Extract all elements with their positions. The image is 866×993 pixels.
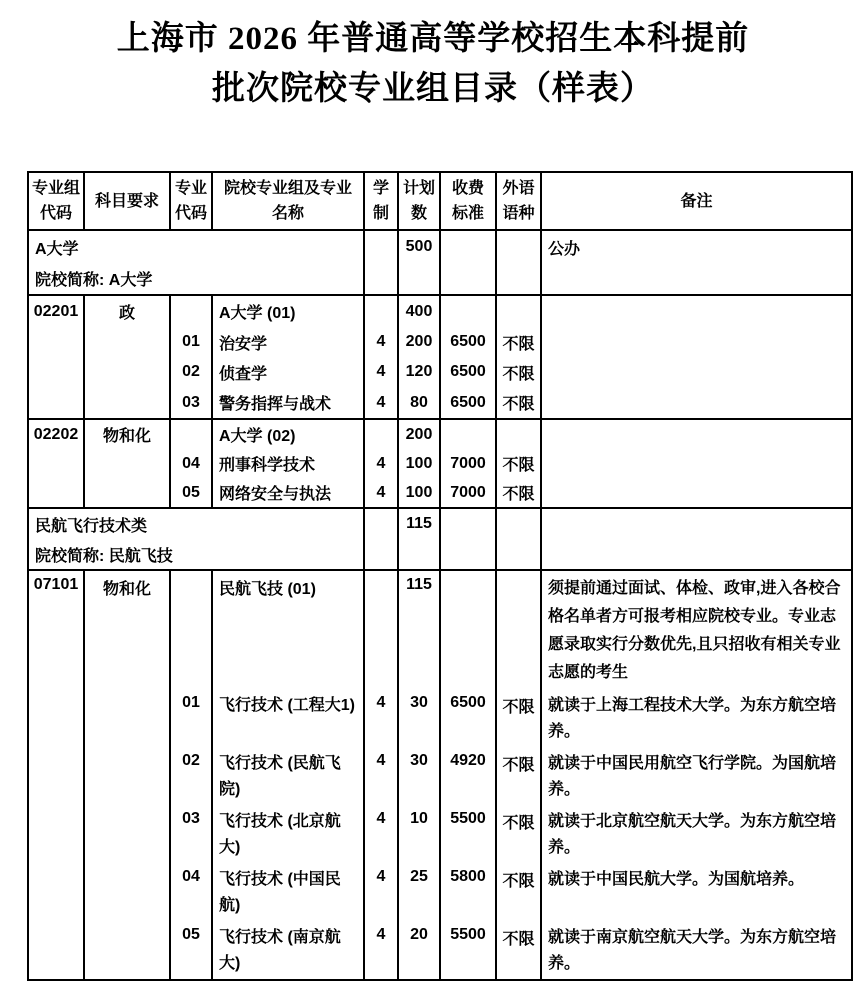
col-header-group-code-line2: 代码: [39, 205, 72, 222]
major-code: 02: [182, 752, 200, 769]
major-fee: 6500: [450, 393, 486, 411]
group-plan: 200: [405, 425, 433, 443]
group-02201-row: [28, 295, 852, 419]
major-code: 01: [182, 694, 200, 711]
major-lang: 不限: [502, 365, 535, 383]
empty-cell: [496, 508, 541, 570]
group-02202-major-codes-cell: [170, 419, 212, 508]
empty-cell: [364, 230, 398, 295]
major-lang: 不限: [502, 757, 535, 774]
group-07101-subjects-cell: [84, 570, 170, 980]
col-header-remark-label: 备注: [680, 192, 713, 210]
subject-requirement: 物和化: [102, 428, 151, 445]
major-years: 4: [376, 454, 386, 472]
university-a-plan: 500: [405, 238, 433, 255]
major-years: 4: [376, 868, 386, 885]
group-plan: 115: [406, 576, 432, 593]
col-header-name: [212, 172, 364, 230]
col-header-lang: [496, 172, 541, 230]
major-code: 04: [182, 868, 200, 885]
empty-cell: [541, 508, 852, 570]
group-02201-fees-cell: [440, 295, 496, 419]
catalog-table: [27, 171, 853, 981]
col-header-plan: [398, 172, 440, 230]
major-years: 4: [376, 752, 386, 769]
col-header-major-code-line1: 专业: [174, 180, 207, 197]
major-name: 网络安全与执法: [219, 486, 332, 503]
major-name: 飞行技术 (民航飞院): [219, 755, 341, 798]
major-code: 02: [182, 363, 200, 380]
group-07101-langs-cell: [496, 570, 541, 980]
major-code: 03: [182, 393, 200, 411]
group-02202-row: [28, 419, 852, 508]
group-02202-years-cell: [364, 419, 398, 508]
major-remark: 就读于中国民用航空飞行学院。为国航培养。: [548, 755, 837, 798]
major-plan: 100: [405, 483, 433, 501]
col-header-lang-line2: 语种: [502, 205, 535, 222]
group-02201-names-cell: [212, 295, 364, 419]
major-fee: 4920: [450, 752, 486, 769]
col-header-lang-line1: 外语: [502, 180, 535, 197]
group-02202-code-cell: [28, 419, 84, 508]
major-lang: 不限: [502, 335, 535, 353]
major-years: 4: [376, 363, 386, 380]
major-plan: 120: [405, 363, 433, 380]
major-fee: 6500: [450, 694, 486, 711]
col-header-plan-line2: 数: [410, 205, 427, 222]
major-remark: 就读于上海工程技术大学。为东方航空培养。: [548, 697, 837, 740]
major-plan: 10: [410, 810, 428, 827]
group-07101-years-cell: [364, 570, 398, 980]
university-a-remark-cell: [541, 230, 852, 295]
col-header-fee-line1: 收费: [451, 180, 484, 197]
major-years: 4: [376, 393, 386, 411]
col-header-fee-line2: 标准: [451, 205, 484, 222]
subject-requirement: 政: [118, 305, 135, 322]
major-fee: 5500: [450, 810, 486, 827]
university-a-row: [28, 230, 852, 295]
major-code: 05: [182, 483, 200, 501]
university-b-name-cell: [28, 508, 364, 570]
major-code: 01: [182, 333, 200, 350]
col-header-major-code: [170, 172, 212, 230]
major-plan: 30: [410, 694, 428, 711]
col-header-years-line2: 制: [372, 205, 389, 222]
col-header-years-line1: 学: [372, 180, 389, 197]
major-lang: 不限: [502, 931, 535, 948]
group-07101-names-cell: [212, 570, 364, 980]
major-name: 飞行技术 (工程大1): [219, 697, 356, 714]
major-lang: 不限: [502, 457, 535, 474]
major-plan: 30: [410, 752, 428, 769]
major-code: 05: [182, 926, 200, 943]
empty-cell: [440, 230, 496, 295]
university-b-row: [28, 508, 852, 570]
major-lang: 不限: [502, 486, 535, 503]
group-02202-subjects-cell: [84, 419, 170, 508]
group-07101-fees-cell: [440, 570, 496, 980]
major-lang: 不限: [502, 396, 535, 413]
university-b-plan-cell: [398, 508, 440, 570]
col-header-group-code-line1: 专业组: [31, 180, 80, 197]
major-remark: 就读于北京航空航天大学。为东方航空培养。: [548, 813, 837, 856]
major-years: 4: [376, 810, 386, 827]
major-lang: 不限: [502, 815, 535, 832]
group-name: 民航飞技 (01): [219, 581, 316, 598]
subject-requirement: 物和化: [102, 581, 151, 598]
group-02202-names-cell: [212, 419, 364, 508]
major-fee: 5500: [450, 926, 486, 943]
group-name: A大学 (02): [219, 428, 296, 445]
page-title-line-1: 上海市 2026 年普通高等学校招生本科提前: [116, 21, 750, 57]
major-lang: 不限: [502, 873, 535, 890]
group-02202-fees-cell: [440, 419, 496, 508]
university-a-name: A大学: [35, 240, 79, 258]
group-02201-code-cell: [28, 295, 84, 419]
group-02201-years-cell: [364, 295, 398, 419]
major-lang: 不限: [502, 699, 535, 716]
col-header-name-line2: 名称: [271, 205, 304, 222]
major-fee: 7000: [450, 454, 486, 472]
empty-cell: [496, 230, 541, 295]
page-title: [0, 14, 866, 114]
group-07101-remarks-cell: [541, 570, 852, 980]
group-02201-subjects-cell: [84, 295, 170, 419]
group-code: 02201: [33, 302, 79, 320]
university-b-name: 民航飞行技术类: [35, 517, 148, 535]
group-02202-langs-cell: [496, 419, 541, 508]
page-title-line-2: 批次院校专业组目录（样表）: [212, 71, 654, 107]
group-02201-major-codes-cell: [170, 295, 212, 419]
university-b-plan: 115: [406, 515, 432, 532]
group-code: 07101: [33, 576, 79, 593]
group-07101-plans-cell: [398, 570, 440, 980]
major-fee: 7000: [450, 483, 486, 501]
group-02202-plans-cell: [398, 419, 440, 508]
major-name: 刑事科学技术: [219, 457, 316, 474]
major-plan: 80: [410, 393, 428, 411]
col-header-fee: [440, 172, 496, 230]
major-plan: 20: [410, 926, 428, 943]
major-fee: 6500: [450, 363, 486, 380]
col-header-major-code-line2: 代码: [174, 205, 207, 222]
col-header-subjects: [84, 172, 170, 230]
group-07101-row: [28, 570, 852, 980]
group-plan: 400: [405, 302, 433, 320]
group-name: A大学 (01): [219, 305, 296, 322]
col-header-plan-line1: 计划: [402, 180, 435, 197]
major-name: 治安学: [219, 335, 268, 353]
empty-cell: [541, 295, 852, 419]
major-remark: 就读于中国民航大学。为国航培养。: [548, 871, 805, 888]
col-header-remark: [541, 172, 852, 230]
group-07101-code-cell: [28, 570, 84, 980]
university-b-abbr: 院校简称: 民航飞技: [35, 547, 173, 565]
group-07101-major-codes-cell: [170, 570, 212, 980]
empty-cell: [440, 508, 496, 570]
major-code: 03: [182, 810, 200, 827]
major-fee: 5800: [450, 868, 486, 885]
major-plan: 100: [405, 454, 433, 472]
major-name: 飞行技术 (中国民航): [219, 871, 341, 914]
major-remark: 就读于南京航空航天大学。为东方航空培养。: [548, 929, 837, 972]
group-code: 02202: [33, 425, 79, 443]
major-code: 04: [182, 454, 200, 472]
group-remark: 须提前通过面试、体检、政审,进入各校合格名单者方可报考相应院校专业。专业志愿录取实行分数优先,且只招收有相关专业志愿的考生: [548, 580, 841, 681]
major-name: 飞行技术 (南京航大): [219, 929, 341, 972]
major-plan: 200: [405, 333, 433, 350]
major-years: 4: [376, 333, 386, 350]
empty-cell: [541, 419, 852, 508]
table-header-row: [28, 172, 852, 230]
major-name: 飞行技术 (北京航大): [219, 813, 341, 856]
col-header-years: [364, 172, 398, 230]
col-header-subjects-label: 科目要求: [94, 192, 159, 210]
group-02201-langs-cell: [496, 295, 541, 419]
major-years: 4: [376, 926, 386, 943]
university-a-plan-cell: [398, 230, 440, 295]
university-a-abbr: 院校简称: A大学: [35, 272, 153, 289]
col-header-group-code: [28, 172, 84, 230]
col-header-name-line1: 院校专业组及专业: [223, 180, 352, 197]
group-02201-plans-cell: [398, 295, 440, 419]
major-plan: 25: [410, 868, 428, 885]
major-name: 侦查学: [219, 365, 268, 383]
major-fee: 6500: [450, 333, 486, 350]
university-a-name-cell: [28, 230, 364, 295]
major-years: 4: [376, 694, 386, 711]
major-years: 4: [376, 483, 386, 501]
major-name: 警务指挥与战术: [219, 396, 332, 413]
university-a-remark: 公办: [548, 240, 581, 258]
empty-cell: [364, 508, 398, 570]
